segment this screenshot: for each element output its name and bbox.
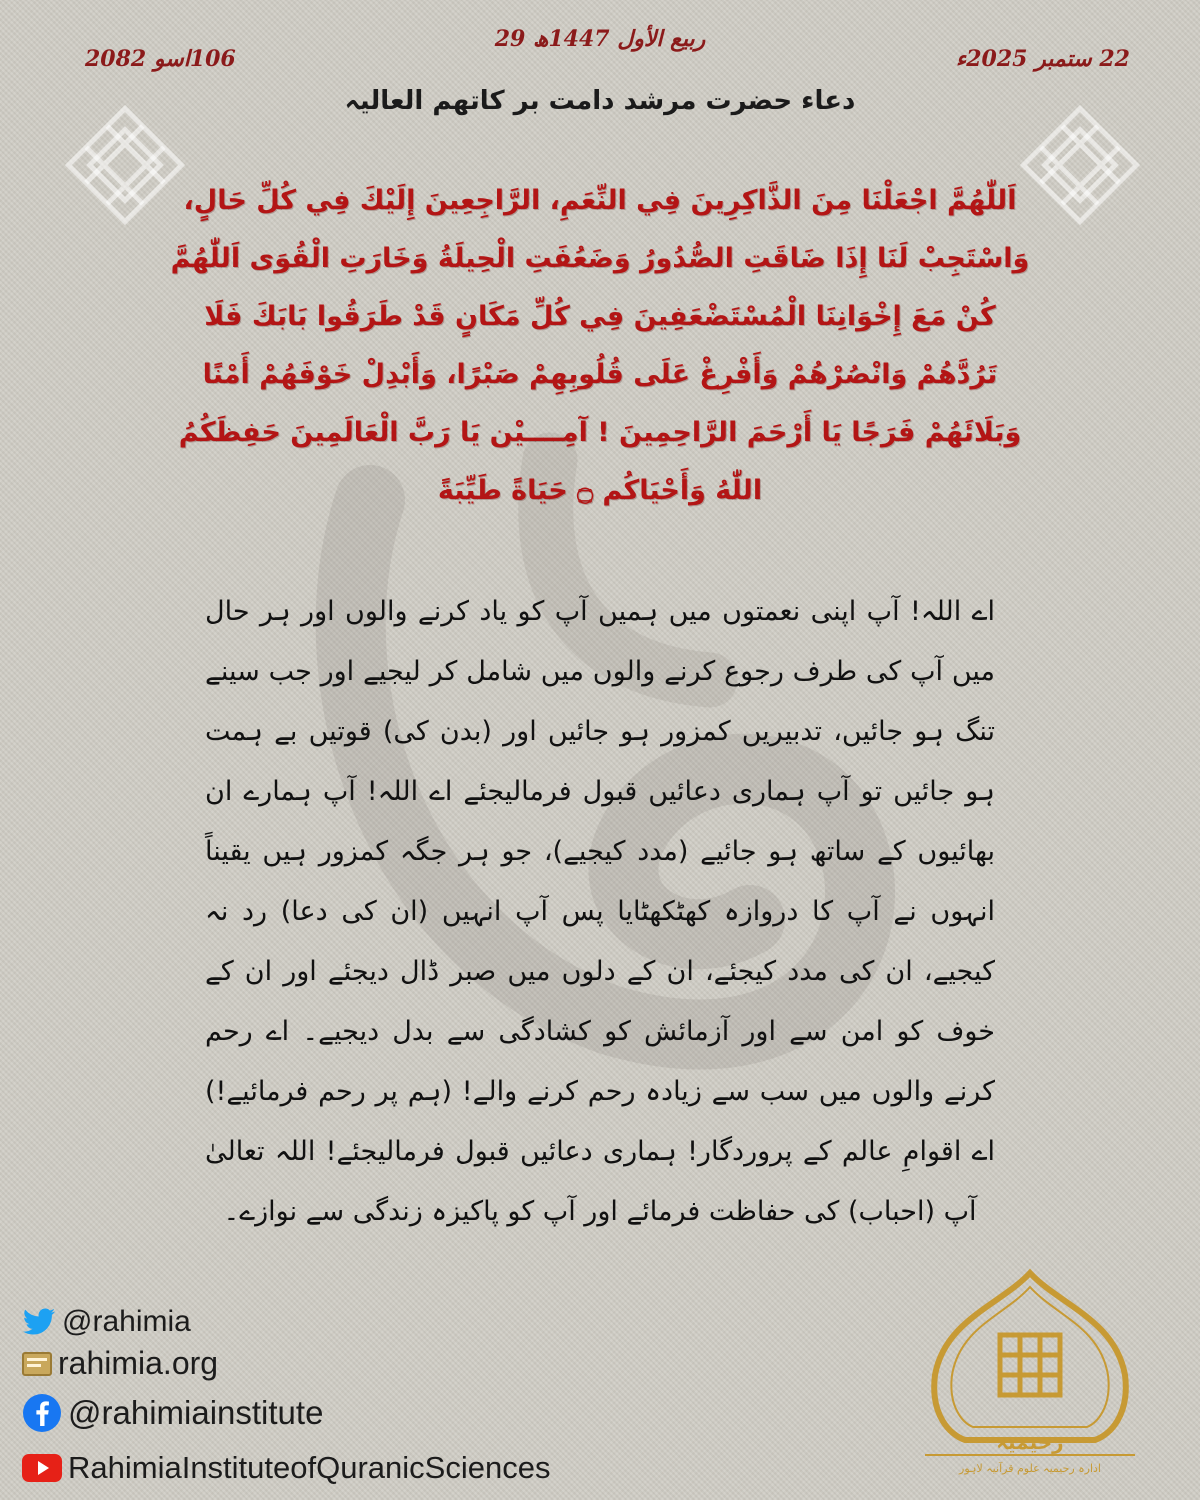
hijri-date: 29 ربیع الأول 1447ھ — [494, 26, 706, 52]
logo-name: رحیمیہ — [996, 1430, 1064, 1454]
facebook-link[interactable] — [22, 1393, 323, 1433]
urdu-translation-text: اے اللہ! آپ اپنی نعمتوں میں ہمیں آپ کو یاد کرنے والوں اور ہر حال میں آپ کی طرف رجوع کرنے والوں میں شامل کر لیجیے اور جب سینے تنگ ہو جائیں، تدبیریں کمزور ہو جائیں اور (بدن کی) قوتیں بے ہمت ہو جائیں تو آپ ہماری دعائیں قبول فرمالیجئے اے اللہ! آپ ہمارے ان بھائیوں کے ساتھ ہو جائیے (مدد کیجیے)، جو ہر جگہ کمزور ہیں یقیناً انہوں نے آپ کا دروازہ کھٹکھٹایا پس آپ انہیں (ان کی دعا) رد نہ کیجیے، ان کی مدد کیجئے، ان کے دلوں میں صبر ڈال دیجئے اور ان کے خوف کو امن سے اور آزمائش کو کشادگی سے بدل دیجیے۔ اے رحم کرنے والوں میں سب سے زیادہ رحم کرنے والے! (ہم پر رحم فرمائیے!) اے اقوامِ عالم کے پروردگار! ہماری دعائیں قبول فرمالیجئے! اللہ تعالیٰ آپ (احباب) کی حفاظت فرمائے اور آپ کو پاکیزہ زندگی سے نوازے۔ — [205, 596, 995, 1227]
website-link[interactable] — [22, 1345, 218, 1382]
website-icon — [22, 1352, 52, 1376]
youtube-link[interactable] — [22, 1450, 550, 1486]
twitter-link[interactable] — [22, 1305, 191, 1339]
website-url: rahimia.org — [58, 1345, 219, 1381]
rahimia-logo-icon — [905, 1265, 1155, 1490]
bikrami-date: 106اسو 2082 — [85, 46, 236, 72]
youtube-icon — [22, 1454, 62, 1482]
gregorian-date: 22 ستمبر 2025ء — [955, 46, 1130, 72]
arabic-prayer-text: اَللّٰهُمَّ اجْعَلْنَا مِنَ الذَّاكِرِينَ فِي النِّعَمِ، الرَّاجِعِينَ إِلَيْكَ فِي كُلِّ حَالٍ، وَاسْتَجِبْ لَنَا إِذَا ضَاقَتِ الصُّدُورُ وَضَعُفَتِ الْحِيلَةُ وَخَارَتِ الْقُوَى اَللّٰهُمَّ كُنْ مَعَ إِخْوَانِنَا الْمُسْتَضْعَفِينَ فِي كُلِّ مَكَانٍ قَدْ طَرَقُوا بَابَكَ فَلَا تَرُدَّهُمْ وَانْصُرْهُمْ وَأَفْرِغْ عَلَى قُلُوبِهِمْ صَبْرًا، وَأَبْدِلْ خَوْفَهُمْ أَمْنًا وَبَلَائَهُمْ فَرَجًا يَا أَرْحَمَ الرَّاحِمِينَ ! آمِــــيْن يَا رَبَّ الْعَالَمِينَ حَفِظَكُمُ اللّٰهُ وَأَحْيَاكُم ۝ حَيَاةً طَيِّبَةً — [170, 185, 1030, 506]
youtube-channel: RahimiaInstituteofQuranicSciences — [68, 1450, 551, 1485]
knot-ornament-icon — [1010, 95, 1150, 235]
twitter-icon — [22, 1308, 56, 1336]
facebook-handle: @rahimiainstitute — [68, 1394, 324, 1431]
logo-subtitle: ادارہ رحیمیہ علوم قرآنیہ لاہور — [959, 1462, 1101, 1475]
facebook-icon — [22, 1393, 62, 1433]
page-title: دعاء حضرت مرشد دامت بر کاتھم العالیہ — [344, 86, 856, 116]
twitter-handle: @rahimia — [62, 1305, 191, 1338]
